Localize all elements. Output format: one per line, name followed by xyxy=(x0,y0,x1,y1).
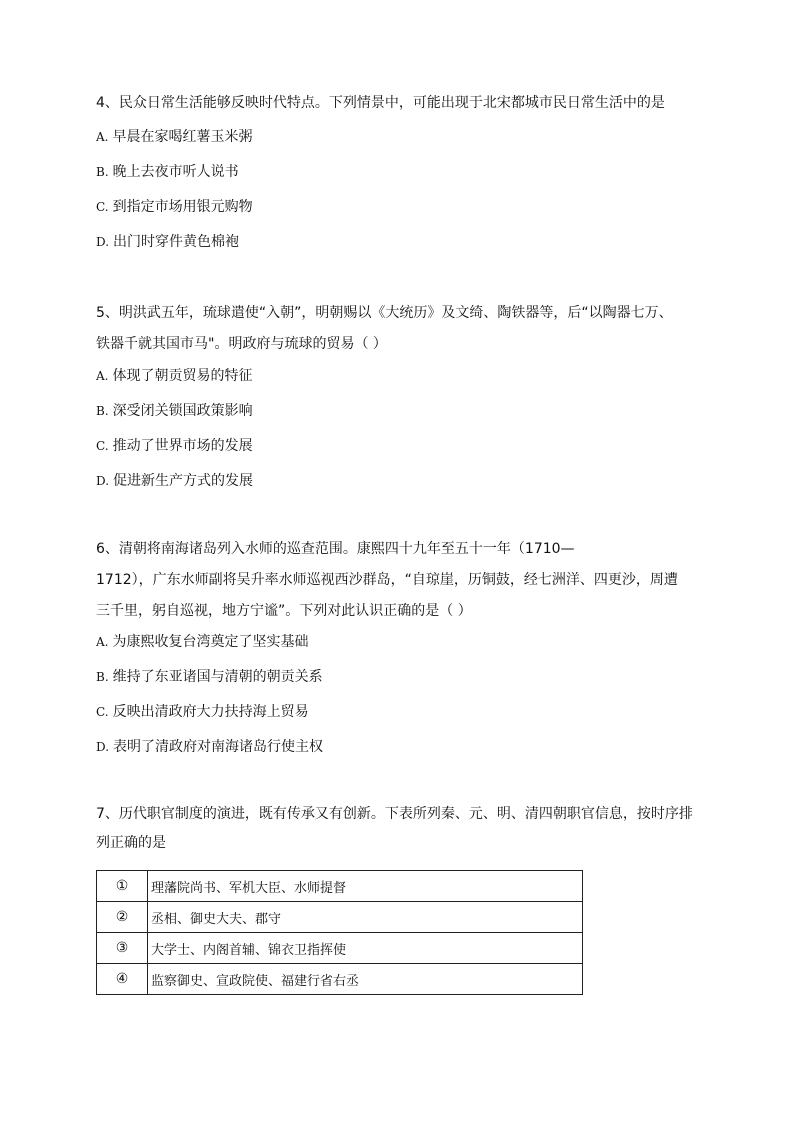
row-number: ④ xyxy=(97,964,148,995)
table-row xyxy=(97,871,583,902)
option-c xyxy=(96,702,696,737)
table-row xyxy=(97,964,583,995)
stem-line: 三千里，躬自巡视，地方宁谧”。下列对此认识正确的是（ ） xyxy=(96,603,472,619)
option-text: 晚上去夜市听人说书 xyxy=(112,164,239,180)
row-offices: 丞相、御史大夫、郡守 xyxy=(148,902,583,933)
option-c xyxy=(96,197,696,232)
question-4 xyxy=(96,92,696,267)
row-offices: 理藩院尚书、军机大臣、水师提督 xyxy=(148,871,583,902)
option-letter: C. xyxy=(96,705,109,719)
question-stem: 4、民众日常生活能够反映时代特点。下列情景中，可能出现于北宋都城市民日常生活中的是 xyxy=(96,95,665,111)
question-6 xyxy=(96,534,696,772)
option-a xyxy=(96,127,696,162)
option-text: 反映出清政府大力扶持海上贸易 xyxy=(112,704,309,720)
option-text: 促进新生产方式的发展 xyxy=(113,473,254,489)
stem-line: 6、清朝将南海诸岛列入水师的巡查范围。康熙四十九年至五十一年（1710— xyxy=(96,541,575,557)
row-number: ① xyxy=(97,871,148,902)
stem-line: 1712），广东水师副将吴升率水师巡视西沙群岛，“自琼崖，历铜鼓，经七洲洋、四更沙，周遭 xyxy=(96,572,678,588)
option-a xyxy=(96,366,696,401)
option-text: 早晨在家喝红薯玉米粥 xyxy=(112,129,253,145)
option-c xyxy=(96,436,696,471)
row-offices: 监察御史、宣政院使、福建行省右丞 xyxy=(148,964,583,995)
option-letter: A. xyxy=(96,369,109,383)
option-letter: B. xyxy=(96,165,109,179)
question-7 xyxy=(96,800,696,870)
option-letter: B. xyxy=(96,404,109,418)
option-letter: B. xyxy=(96,670,109,684)
option-text: 推动了世界市场的发展 xyxy=(112,438,253,454)
option-text: 维持了东亚诸国与清朝的朝贡关系 xyxy=(112,669,323,685)
option-d xyxy=(96,471,696,506)
offices-table xyxy=(96,870,583,995)
option-b xyxy=(96,162,696,197)
option-letter: A. xyxy=(96,130,109,144)
option-text: 到指定市场用银元购物 xyxy=(112,199,253,215)
option-text: 体现了朝贡贸易的特征 xyxy=(112,368,253,384)
option-text: 为康熙收复台湾奠定了坚实基础 xyxy=(112,634,309,650)
option-letter: C. xyxy=(96,439,109,453)
stem-line: 5、明洪武五年，琉球遣使“入朝”，明朝赐以《大统历》及文绮、陶铁器等，后“以陶器七万、 xyxy=(96,305,673,321)
option-letter: D. xyxy=(96,740,110,754)
question-stem xyxy=(96,800,696,858)
question-stem xyxy=(96,534,696,627)
question-5 xyxy=(96,298,696,506)
option-letter: A. xyxy=(96,635,109,649)
option-a xyxy=(96,632,696,667)
stem-line: 列正确的是 xyxy=(96,835,166,851)
option-b xyxy=(96,401,696,436)
option-letter: D. xyxy=(96,474,110,488)
option-letter: D. xyxy=(96,235,110,249)
stem-line: 7、历代职官制度的演进，既有传承又有创新。下表所列秦、元、明、清四朝职官信息，按时序排 xyxy=(96,806,693,822)
table-row xyxy=(97,933,583,964)
row-offices: 大学士、内阁首辅、锦衣卫指挥使 xyxy=(148,933,583,964)
table-row xyxy=(97,902,583,933)
option-letter: C. xyxy=(96,200,109,214)
row-number: ② xyxy=(97,902,148,933)
option-b xyxy=(96,667,696,702)
option-d xyxy=(96,232,696,267)
option-text: 表明了清政府对南海诸岛行使主权 xyxy=(113,739,324,755)
row-number: ③ xyxy=(97,933,148,964)
question-stem xyxy=(96,298,696,360)
option-text: 出门时穿件黄色棉袍 xyxy=(113,234,240,250)
stem-line: 铁器千就其国市马"。明政府与琉球的贸易（ ） xyxy=(96,336,387,352)
option-text: 深受闭关锁国政策影响 xyxy=(112,403,253,419)
option-d xyxy=(96,737,696,772)
